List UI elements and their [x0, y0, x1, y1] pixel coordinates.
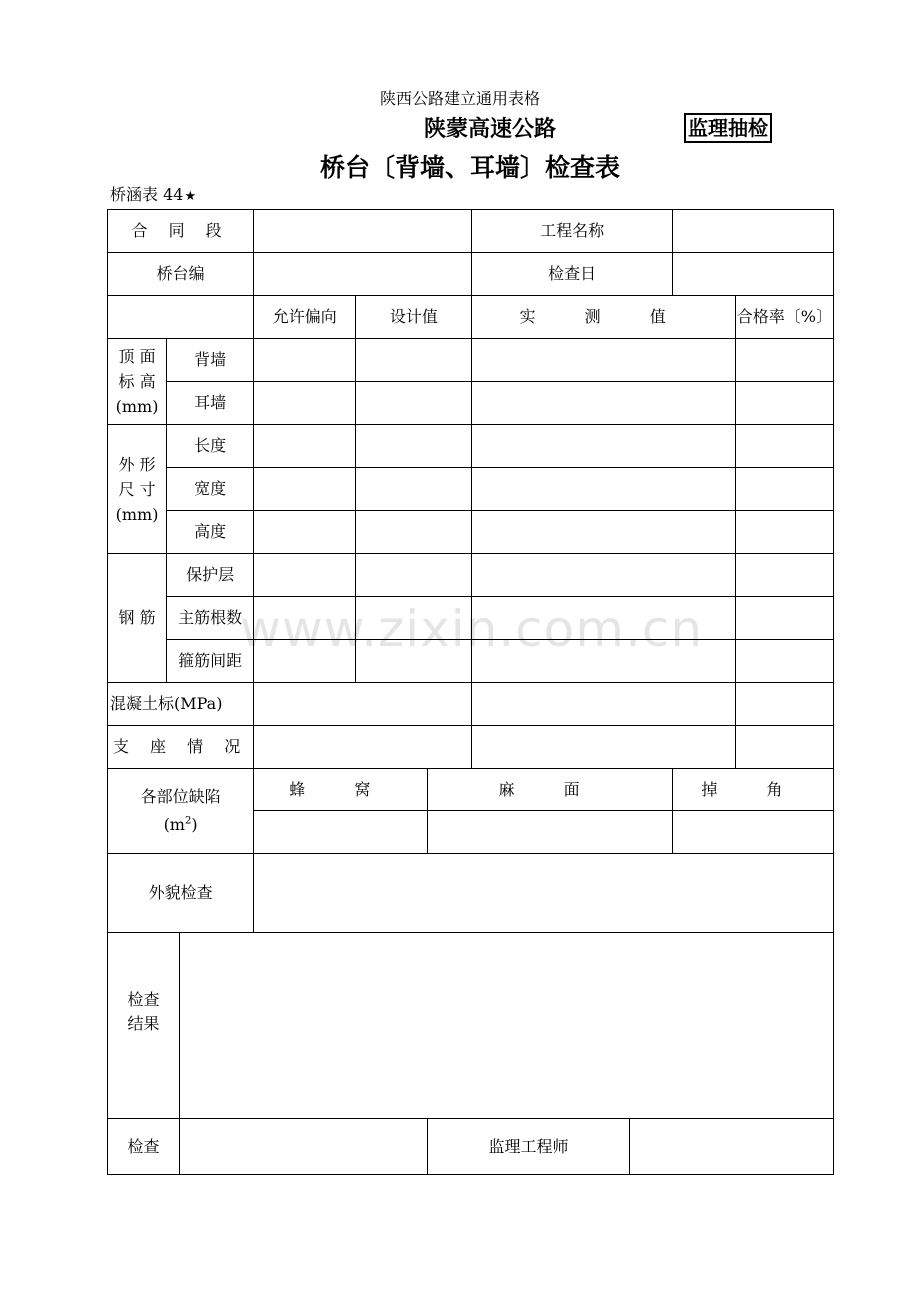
cell[interactable] — [735, 511, 833, 554]
tolerance-header: 允许偏向 — [254, 296, 356, 339]
cell[interactable] — [254, 554, 356, 597]
defects-unit: $(m^2)$ — [163, 815, 198, 834]
cell[interactable] — [254, 468, 356, 511]
top-elevation-label — [108, 339, 167, 425]
cell[interactable] — [472, 554, 735, 597]
row-label-back-wall: 背墙 — [167, 339, 254, 382]
row-label-length: 长度 — [167, 425, 254, 468]
table-row — [108, 933, 834, 1119]
cell[interactable] — [472, 726, 735, 769]
row-label-width: 宽度 — [167, 468, 254, 511]
contract-value[interactable] — [254, 210, 472, 253]
cell[interactable] — [735, 339, 833, 382]
cell[interactable] — [472, 339, 735, 382]
star-icon: ★ — [184, 189, 197, 204]
cell[interactable] — [735, 382, 833, 425]
row-label-height: 高度 — [167, 511, 254, 554]
cell[interactable] — [735, 468, 833, 511]
chipped-corner-header: 掉 角 — [672, 769, 833, 811]
cell[interactable] — [735, 640, 833, 683]
cell[interactable] — [254, 683, 472, 726]
top-elevation-unit: (mm) — [115, 397, 159, 416]
honeycomb-header: 蜂 窝 — [254, 769, 428, 811]
cell[interactable] — [472, 382, 735, 425]
cell[interactable] — [356, 339, 472, 382]
rebar-label: 钢 筋 — [108, 554, 167, 683]
table-row — [108, 253, 834, 296]
blank-header-cell — [108, 296, 254, 339]
table-row — [108, 511, 834, 554]
table-row — [108, 683, 834, 726]
appearance-check-label: 外貌检查 — [108, 854, 254, 933]
chipped-corner-value[interactable] — [672, 811, 833, 854]
table-row — [108, 468, 834, 511]
honeycomb-value[interactable] — [254, 811, 428, 854]
defects-label — [108, 769, 254, 854]
table-row — [108, 296, 834, 339]
measured-value-header: 实 测 值 — [472, 296, 735, 339]
appearance-check-value[interactable] — [254, 854, 834, 933]
watermark: www.zixin.com.cn — [240, 600, 704, 658]
defects-label-1: 各部位缺陷 — [140, 787, 221, 806]
cell[interactable] — [472, 511, 735, 554]
engineer-value[interactable] — [629, 1119, 833, 1175]
cell[interactable] — [472, 425, 735, 468]
table-row — [108, 726, 834, 769]
project-name-label: 工程名称 — [472, 210, 672, 253]
cell[interactable] — [254, 425, 356, 468]
cell[interactable] — [472, 683, 735, 726]
table-row — [108, 1119, 834, 1175]
row-label-stirrup-spacing: 箍筋间距 — [167, 640, 254, 683]
inspector-label: 检查 — [108, 1119, 180, 1175]
form-number — [110, 182, 196, 205]
inspection-date-value[interactable] — [672, 253, 833, 296]
abutment-no-value[interactable] — [254, 253, 472, 296]
result-value[interactable] — [180, 933, 834, 1119]
cell[interactable] — [735, 425, 833, 468]
project-subtitle: 陕蒙高速公路 — [423, 117, 556, 142]
row-label-main-bar-count: 主筋根数 — [167, 597, 254, 640]
page-title: 桥台〔背墙、耳墙〕检查表 — [319, 153, 620, 182]
form-number-text: 桥涵表 44 — [110, 185, 184, 204]
table-row — [108, 854, 834, 933]
engineer-label: 监理工程师 — [428, 1119, 629, 1175]
result-label-1: 检查 — [127, 989, 160, 1009]
table-row — [108, 382, 834, 425]
row-label-ear-wall: 耳墙 — [167, 382, 254, 425]
cell[interactable] — [254, 382, 356, 425]
dimensions-label-1: 外 形 — [118, 454, 156, 474]
cell[interactable] — [472, 468, 735, 511]
cell[interactable] — [735, 726, 833, 769]
result-label — [108, 933, 180, 1119]
cell[interactable] — [254, 339, 356, 382]
concrete-strength-label: 混凝土标(MPa) — [108, 683, 254, 726]
table-row — [108, 554, 834, 597]
pitted-surface-value[interactable] — [428, 811, 672, 854]
cell[interactable] — [356, 382, 472, 425]
inspector-value[interactable] — [180, 1119, 428, 1175]
abutment-no-label: 桥台编 — [108, 253, 254, 296]
cell[interactable] — [735, 683, 833, 726]
table-row — [108, 769, 834, 811]
top-caption: 陕西公路建立通用表格 — [379, 89, 540, 108]
pass-rate-header: 合格率〔%〕 — [735, 296, 833, 339]
top-elevation-label-2: 标 高 — [118, 372, 156, 391]
cell[interactable] — [735, 554, 833, 597]
cell[interactable] — [356, 468, 472, 511]
cell[interactable] — [254, 726, 472, 769]
table-row — [108, 339, 834, 382]
cell[interactable] — [254, 511, 356, 554]
bearing-condition-label: 支 座 情 况 — [108, 726, 254, 769]
supervision-badge: 监理抽检 — [684, 113, 772, 143]
dimensions-label-2: 尺 寸 — [118, 479, 156, 499]
dimensions-label — [108, 425, 167, 554]
design-value-header: 设计值 — [356, 296, 472, 339]
table-row — [108, 425, 834, 468]
contract-label: 合 同 段 — [108, 210, 254, 253]
inspection-date-label: 检查日 — [472, 253, 672, 296]
table-row — [108, 210, 834, 253]
cell[interactable] — [356, 425, 472, 468]
result-label-2: 结果 — [127, 1013, 160, 1033]
dimensions-unit: (mm) — [115, 504, 159, 524]
row-label-cover: 保护层 — [167, 554, 254, 597]
cell[interactable] — [356, 554, 472, 597]
cell[interactable] — [735, 597, 833, 640]
project-name-value[interactable] — [672, 210, 833, 253]
cell[interactable] — [356, 511, 472, 554]
pitted-surface-header: 麻 面 — [428, 769, 672, 811]
top-elevation-label-1: 顶 面 — [118, 347, 156, 366]
inspection-table — [107, 209, 834, 1175]
